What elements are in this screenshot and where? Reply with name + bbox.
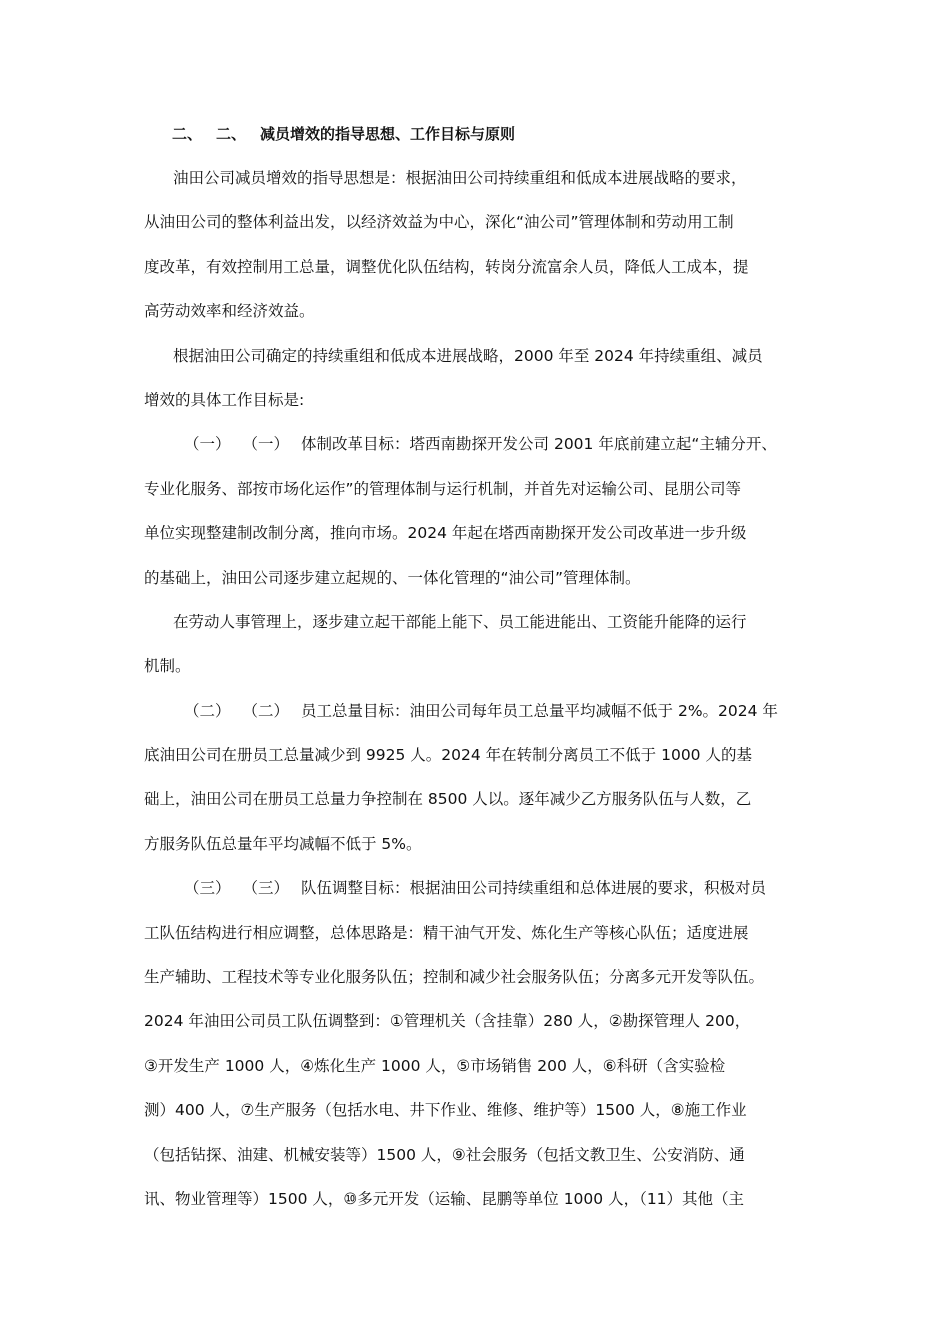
item-text: 体制改革目标：塔西南勘探开发公司 2001 年底前建立起“主辅分开、 xyxy=(301,435,777,454)
paragraph-line: （包括钻探、油建、机械安装等）1500 人，⑨社会服务（包括文教卫生、公安消防、通 xyxy=(144,1145,745,1164)
paragraph-line: 的基础上，油田公司逐步建立起规的、一体化管理的“油公司”管理体制。 xyxy=(144,568,641,587)
list-item-heading xyxy=(144,689,816,733)
paragraph-line: 根据油田公司确定的持续重组和低成本进展战略，2000 年至 2024 年持续重组、减员 xyxy=(173,346,763,365)
paragraph-line: 度改革，有效控制用工总量，调整优化队伍结构，转岗分流富余人员，降低人工成本，提 xyxy=(144,257,749,276)
paragraph-line: 单位实现整建制改制分离，推向市场。2024 年起在塔西南勘探开发公司改革进一步升级 xyxy=(144,524,747,543)
list-item-heading xyxy=(144,866,816,910)
item-number: （一） xyxy=(184,435,231,454)
document-body xyxy=(144,112,816,1221)
paragraph-line: 2024 年油田公司员工队伍调整到：①管理机关（含挂靠）280 人，②勘探管理人 200， xyxy=(144,1012,751,1031)
paragraph-line: 底油田公司在册员工总量减少到 9925 人。2024 年在转制分离员工不低于 1000 人的基 xyxy=(144,746,752,765)
paragraph-line: 测）400 人，⑦生产服务（包括水电、井下作业、维修、维护等）1500 人，⑧施工作业 xyxy=(144,1101,747,1120)
section-number-repeat: 二、 xyxy=(216,125,247,143)
paragraph-line: ③开发生产 1000 人，④炼化生产 1000 人，⑤市场销售 200 人，⑥科研（含实验检 xyxy=(144,1056,726,1075)
section-title: 减员增效的指导思想、工作目标与原则 xyxy=(260,125,516,143)
item-number-repeat: （一） xyxy=(242,435,290,454)
paragraph-line: 础上，油田公司在册员工总量力争控制在 8500 人以。逐年减少乙方服务队伍与人数，乙 xyxy=(144,790,752,809)
paragraph-line: 生产辅助、工程技术等专业化服务队伍；控制和减少社会服务队伍；分离多元开发等队伍。 xyxy=(144,968,765,987)
paragraph-line: 讯、物业管理等）1500 人，⑩多元开发（运输、昆鹏等单位 1000 人，（11）其他（主 xyxy=(144,1189,745,1208)
item-number: （三） xyxy=(184,879,231,898)
paragraph-line: 从油田公司的整体利益出发，以经济效益为中心，深化“油公司”管理体制和劳动用工制 xyxy=(144,213,734,232)
paragraph-line: 机制。 xyxy=(144,657,191,676)
section-heading xyxy=(172,112,816,156)
paragraph-line: 增效的具体工作目标是: xyxy=(144,390,305,409)
item-text: 队伍调整目标：根据油田公司持续重组和总体进展的要求，积极对员 xyxy=(301,879,767,898)
item-text: 员工总量目标：油田公司每年员工总量平均减幅不低于 2%。2024 年 xyxy=(301,701,778,720)
item-number-repeat: （二） xyxy=(242,701,290,720)
paragraph-line: 在劳动人事管理上，逐步建立起干部能上能下、员工能进能出、工资能升能降的运行 xyxy=(173,612,747,631)
paragraph-line: 高劳动效率和经济效益。 xyxy=(144,302,315,321)
paragraph-line: 工队伍结构进行相应调整，总体思路是：精干油气开发、炼化生产等核心队伍；适度进展 xyxy=(144,923,749,942)
section-number: 二、 xyxy=(172,125,203,143)
paragraph-line: 专业化服务、部按市场化运作”的管理体制与运行机制，并首先对运输公司、昆朋公司等 xyxy=(144,479,742,498)
paragraph-line: 油田公司减员增效的指导思想是：根据油田公司持续重组和低成本进展战略的要求， xyxy=(173,169,747,187)
list-item-heading xyxy=(144,422,816,466)
item-number-repeat: （三） xyxy=(242,879,290,898)
paragraph-line: 方服务队伍总量年平均减幅不低于 5%。 xyxy=(144,834,422,853)
item-number: （二） xyxy=(184,701,231,720)
